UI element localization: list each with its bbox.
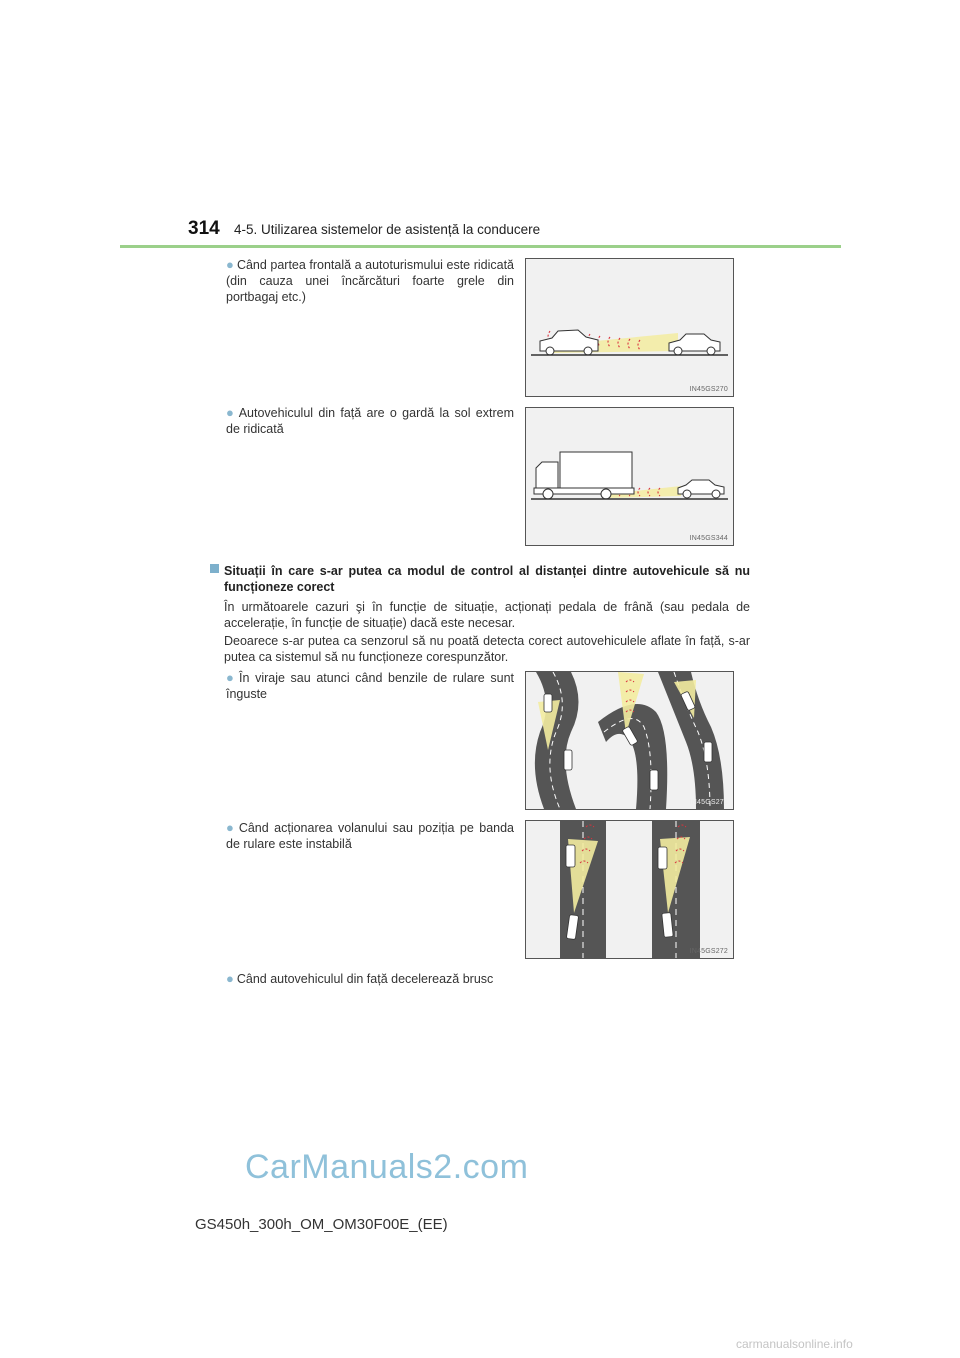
- illustration: [526, 821, 733, 958]
- page-number: 314: [188, 218, 220, 239]
- footer-model: GS450h_300h_OM_OM30F00E_(EE): [195, 1216, 448, 1233]
- figure-code: IN45GS271: [689, 799, 728, 806]
- watermark-secondary: carmanualsonline.info: [736, 1337, 853, 1351]
- section-title: 4-5. Utilizarea sistemelor de asistență la conducere: [234, 222, 541, 237]
- figure-code: IN45GS270: [689, 386, 728, 393]
- bullet-dot-icon: ●: [226, 670, 237, 685]
- square-bullet-icon: [210, 564, 219, 573]
- figure-high-clearance: [525, 407, 734, 546]
- situations-section: [210, 563, 750, 665]
- paragraph: Deoarece s-ar putea ca senzorul să nu poată detecta corect autovehiculele aflate în față, s-ar putea ca sistemul să nu funcționeze corespunzător.: [224, 634, 750, 664]
- illustration: [526, 259, 733, 396]
- header-rule: [120, 245, 841, 248]
- bullet-item: [226, 820, 514, 852]
- watermark: CarManuals2.com: [245, 1148, 529, 1186]
- figure-raised-front: [525, 258, 734, 397]
- bullet-text: Autovehiculul din față are o gardă la sol extrem de ridicată: [226, 406, 514, 436]
- bullet-text: Când autovehiculul din față decelerează brusc: [236, 972, 494, 986]
- paragraph: În următoarele cazuri şi în funcție de situație, acționați pedala de frână (sau pedala de accelerație, în funcție de situație) dacă este necesar.: [224, 600, 750, 630]
- section-heading: Situații în care s-ar putea ca modul de control al distanței dintre autovehicule să nu funcționeze corect: [224, 564, 750, 594]
- bullet-dot-icon: ●: [226, 257, 234, 272]
- bullet-text: Când acționarea volanului sau poziția pe banda de rulare este instabilă: [226, 821, 514, 851]
- illustration: [526, 672, 733, 809]
- figure-curves: [525, 671, 734, 810]
- page-header: [188, 218, 848, 248]
- bullet-item: [226, 971, 556, 987]
- bullet-item: [226, 257, 514, 305]
- figure-code: IN45GS344: [689, 535, 728, 542]
- bullet-text: Când partea frontală a autoturismului este ridicată (din cauza unei încărcături foarte grele din portbagaj etc.): [226, 258, 514, 304]
- figure-code: IN45GS272: [689, 948, 728, 955]
- bullet-item: [226, 670, 514, 702]
- illustration: [526, 408, 733, 545]
- bullet-item: [226, 405, 514, 437]
- bullet-dot-icon: ●: [226, 820, 236, 835]
- bullet-dot-icon: ●: [226, 405, 236, 420]
- bullet-dot-icon: ●: [226, 971, 234, 986]
- figure-unstable-lane: [525, 820, 734, 959]
- bullet-text: În viraje sau atunci când benzile de rulare sunt înguste: [226, 671, 515, 701]
